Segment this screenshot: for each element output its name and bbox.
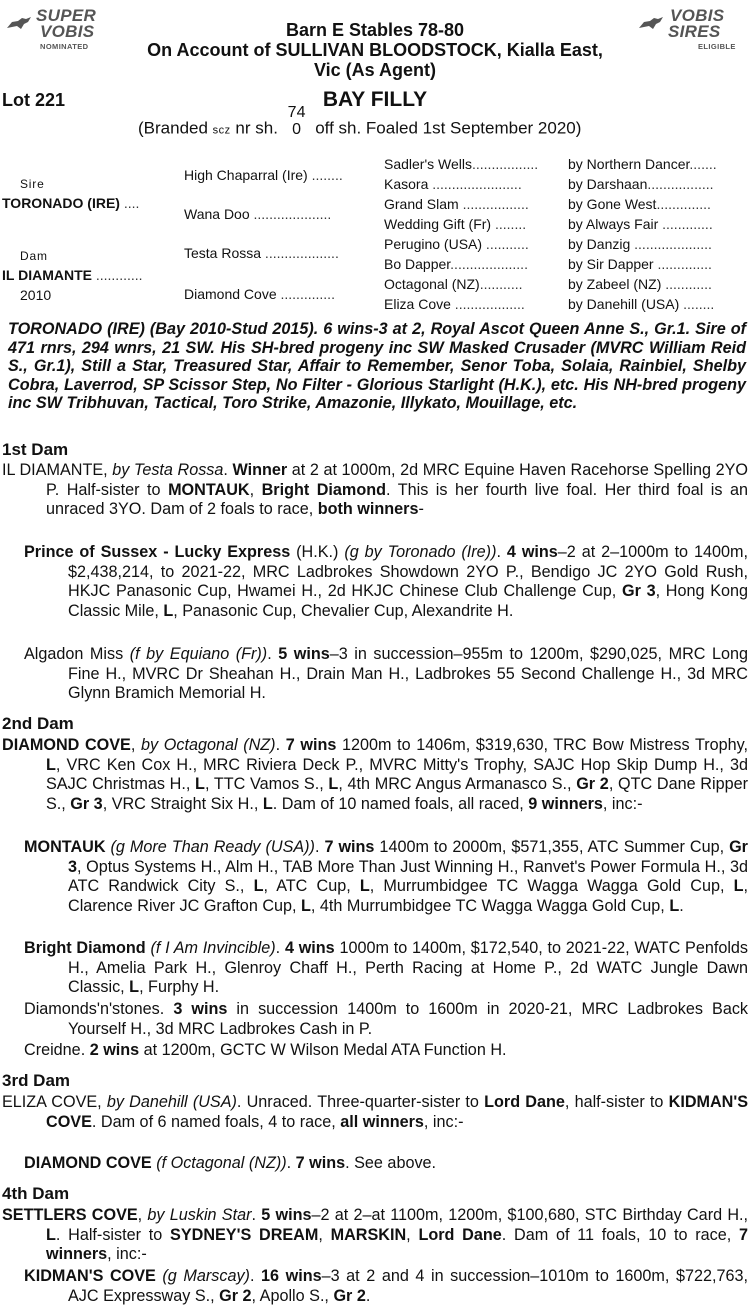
relative-name: SYDNEY'S DREAM <box>170 1225 319 1244</box>
pedigree-g3-text: by Sir Dapper <box>568 256 654 272</box>
race-record: . <box>365 1286 371 1305</box>
race-grade: Gr 2 <box>333 1286 366 1305</box>
pedigree-g2: Kasora ....................... <box>384 176 522 192</box>
horse-name: Bright Diamond <box>24 939 146 957</box>
race-grade: L <box>163 601 174 620</box>
brand-line <box>138 104 582 146</box>
wins: 7 wins <box>324 838 375 856</box>
relative-name: MARSKIN <box>330 1225 407 1244</box>
sire-summary: TORONADO (IRE) (Bay 2010-Stud 2015). 6 wins-3 at 2, Royal Ascot Queen Anne S., Gr.1. Sire of 471 rnrs, 294 wnrs, 21 SW. His SH-bred progeny inc SW Masked Crusader (MVRC William Reid S., Gr.1), Still a Star, Treasured Star, Affair to Remember, Senor Toba, Solaia, Rainbiel, Shelby Cobra, Laverrod, SP Scissor Step, No Filter - Glorious Starlight (H.K.), etc. His NH-bred progeny inc SW Tribhuvan, Tactical, Toro Strike, Amazonie, Illykato, Mouillage, etc. <box>8 320 746 412</box>
super-vobis-logo <box>4 4 122 50</box>
brand-text: off sh. Foaled 1st September 2020) <box>315 118 582 138</box>
sire-label: Sire <box>20 177 45 191</box>
race-record: in succession 1400m to 1600m in 2020-21, MRC Ladbrokes Back Yourself H., 3d MRC Ladbrokes Cash in P. <box>68 1000 749 1038</box>
pedigree-g2-text: Kasora <box>384 176 429 192</box>
race-record: , inc:- <box>107 1245 147 1263</box>
horse-name: Creidne. <box>24 1041 86 1059</box>
pedigree-g2: Bo Dapper.................... <box>384 256 528 272</box>
section-heading: 3rd Dam <box>2 1071 71 1090</box>
pedigree-g1: Diamond Cove <box>184 286 277 302</box>
horse-name: Algadon Miss <box>24 645 124 663</box>
breeding: (g by Toronado (Ire)) <box>344 543 497 561</box>
race-record: , VRC Ken Cox H., MRC Riviera Deck P., MVRC Mitty's Trophy, SAJC Hop Skip Dump H., 3d SAJC Christmas H., <box>46 755 748 793</box>
race-record: (H.K.) <box>290 543 345 561</box>
dam-dam: Diamond Cove .............. <box>184 286 335 302</box>
race-record: –3 in succession–955m to 1200m, $290,025, MRC Long Fine H., MVRC Dr Sheahan H., Drain Man H., Ladbrokes 55 Second Challenge H., 3d MRC Glynn Bramich Memorial H. <box>68 645 748 702</box>
breeding: by Luskin Star <box>147 1206 252 1224</box>
pedigree-g2: Octagonal (NZ)........... <box>384 276 523 292</box>
horse-name: SETTLERS COVE <box>2 1206 138 1224</box>
pedigree-g2-text: Wedding Gift (Fr) <box>384 216 492 232</box>
pedigree-g3-text: by Northern Dancer <box>568 156 690 172</box>
race-record: , Clarence River JC Grafton Cup, <box>68 877 748 915</box>
wins: 2 wins <box>89 1041 140 1059</box>
winners-count: all winners <box>340 1112 424 1131</box>
lot-title: BAY FILLY <box>322 88 428 111</box>
brand-text: (Branded <box>138 118 208 138</box>
vendor-agent: Vic (As Agent) <box>313 60 437 80</box>
race-record: , 4th Murrumbidgee TC Wagga Wagga Gold Cup, <box>310 896 670 915</box>
race-record: , Panasonic Cup, Chevalier Cup, Alexandrite H. <box>173 601 514 620</box>
race-record: . <box>679 896 684 915</box>
relative-name: KIDMAN'S COVE <box>46 1093 749 1131</box>
winners-count: 9 winners <box>528 794 603 813</box>
race-record: , Furphy H. <box>139 978 220 996</box>
granddam: Wana Doo .................... <box>184 206 332 222</box>
dam-entry: SETTLERS COVE, by Luskin Star. 5 wins–2 at 2–at 1100m, 1200m, $100,680, STC Birthday Card H., L. Half-sister to SYDNEY'S DREAM, MARSKIN, Lord Dane. Dam of 11 foals, 10 to race, 7 winners, inc:- <box>2 1206 749 1263</box>
progeny-entry: Algadon Miss (f by Equiano (Fr)). 5 wins–3 in succession–955m to 1200m, $290,025, MRC Long Fine H., MVRC Dr Sheahan H., Drain Man H., Ladbrokes 55 Second Challenge H., 3d MRC Glynn Bramich Memorial H. <box>24 645 748 702</box>
race-record: . Unraced. Three-quarter-sister to <box>236 1093 485 1111</box>
pedigree-g3: by Sir Dapper .............. <box>568 256 712 272</box>
wins: 7 wins <box>295 1154 346 1172</box>
wins: 5 wins <box>278 645 330 663</box>
section-heading: 2nd Dam <box>2 714 74 733</box>
race-record: , 4th MRC Angus Armanasco S., <box>338 775 577 793</box>
race-grade: Gr 3 <box>68 838 748 876</box>
relative-name: Bright Diamond <box>261 480 386 499</box>
race-record: , VRC Straight Six H., <box>102 794 263 813</box>
horse-name: Diamonds'n'stones. <box>24 1000 165 1018</box>
race-grade: L <box>46 755 56 774</box>
wins: Winner <box>232 461 288 479</box>
horse-name: DIAMOND COVE <box>2 736 131 754</box>
race-record: –2 at 2–at 1100m, 1200m, $100,680, STC Birthday Card H., <box>311 1206 749 1224</box>
breeding: by Octagonal (NZ) <box>141 736 276 754</box>
race-record: . Dam of 10 named foals, all raced, <box>272 794 529 813</box>
race-record: 1000m to 1400m, $172,540, to 2021-22, WATC Penfolds H., Amelia Park H., Glenroy Chaff H., Perth Racing at Home P., 2d WATC Jungle Dawn Classic, <box>68 939 749 996</box>
race-grade: Gr 3 <box>70 794 103 813</box>
pedigree-g2-text: Grand Slam <box>384 196 459 212</box>
progeny-entry: Bright Diamond (f I Am Invincible). 4 wins 1000m to 1400m, $172,540, to 2021-22, WATC Penfolds H., Amelia Park H., Glenroy Chaff H., Perth Racing at Home P., 2d WATC Jungle Dawn Classic, L, Furphy H. <box>24 939 749 996</box>
race-grade: Gr 3 <box>621 582 656 600</box>
race-record: . See above. <box>345 1154 437 1172</box>
pedigree-g3: by Danzig .................... <box>568 236 712 252</box>
horse-name: IL DIAMANTE <box>2 461 104 479</box>
race-record: - <box>418 500 424 518</box>
dam-entry: IL DIAMANTE, by Testa Rossa. Winner at 2 at 1000m, 2d MRC Equine Haven Racehorse Spelling 2YO P. Half-sister to MONTAUK, Bright Diamond. This is her fourth live foal. Her third foal is an unraced 3YO. Dam of 2 foals to race, both winners- <box>2 461 748 518</box>
horse-name: DIAMOND COVE <box>24 1154 152 1172</box>
pedigree-g3-text: by Always Fair <box>568 216 659 232</box>
progeny-entry <box>24 1000 748 1039</box>
breeding: (f by Equiano (Fr)) <box>129 645 268 663</box>
horse-name: ELIZA COVE <box>2 1093 98 1111</box>
wins: 7 wins <box>285 736 337 754</box>
pedigree-g3: by Darshaan................. <box>568 176 714 192</box>
wins: 5 wins <box>261 1206 312 1224</box>
wins: 3 wins <box>173 1000 228 1018</box>
race-record: , half-sister to <box>564 1093 669 1111</box>
race-record: –2 at 2–1000m to 1400m, $2,438,214, to 2021-22, MRC Ladbrokes Showdown 2YO P., Bendigo JC 2YO Gold Rush, HKJC Panasonic Cup, Hwamei H., 2d HKJC Chinese Club Challenge Cup, <box>68 543 748 600</box>
brand-number-top: 74 <box>287 104 306 121</box>
race-record: , Optus Systems H., Alm H., TAB More Than Just Winning H., Ranvet's Power Formula H., 3d ATC Randwick City S., <box>68 857 748 895</box>
race-grade: L <box>253 877 264 895</box>
winners-count: both winners <box>317 500 419 518</box>
wins: 4 wins <box>284 939 335 957</box>
brand-number <box>288 104 306 138</box>
progeny-entry: DIAMOND COVE (f Octagonal (NZ)). 7 wins. See above. <box>24 1154 437 1172</box>
pedigree-g3-text: by Gone West <box>568 196 657 212</box>
pedigree-g3: by Gone West.............. <box>568 196 711 212</box>
race-grade: L <box>359 877 370 895</box>
pedigree-g2: Perugino (USA) ........... <box>384 236 529 252</box>
dam-label: Dam <box>20 249 48 263</box>
brand-mark: scz <box>212 124 231 137</box>
vendor-account: On Account of SULLIVAN BLOODSTOCK, Kialla East, <box>147 40 603 60</box>
pedigree-g3-text: by Zabeel (NZ) <box>568 276 662 292</box>
race-record: , QTC Dane Ripper S., <box>46 775 748 813</box>
grandsire: High Chaparral (Ire) ........ <box>184 167 343 183</box>
race-grade: L <box>301 896 311 915</box>
race-record: . This is her fourth live foal. Her third foal is an unraced 3YO. Dam of 2 foals to race, <box>46 480 748 518</box>
race-record: . Dam of 11 foals, 10 to race, <box>501 1225 739 1244</box>
race-record: 1400m to 2000m, $571,355, ATC Summer Cup, <box>374 838 730 856</box>
progeny-entry: MONTAUK (g More Than Ready (USA)). 7 wins 1400m to 2000m, $571,355, ATC Summer Cup, Gr 3, Optus Systems H., Alm H., TAB More Than Just Winning H., Ranvet's Power Formula H., 3d ATC Randwick City S., L, ATC Cup, L, Murrumbidgee TC Wagga Wagga Gold Cup, L, Clarence River JC Grafton Cup, L, 4th Murrumbidgee TC Wagga Wagga Gold Cup, L. <box>24 838 748 915</box>
race-record: at 2 at 1000m, 2d MRC Equine Haven Racehorse Spelling 2YO P. Half-sister to <box>46 461 748 499</box>
breeding: by Testa Rossa <box>112 461 224 479</box>
relative-name: Lord Dane <box>484 1093 565 1111</box>
breeding: (g Marscay) <box>162 1267 250 1285</box>
race-grade: L <box>46 1225 56 1244</box>
horse-name: MONTAUK <box>24 838 106 856</box>
pedigree-g3: by Northern Dancer....... <box>568 156 717 172</box>
race-grade: L <box>195 775 205 793</box>
logo-tag: NOMINATED <box>40 42 89 51</box>
dam-entry: ELIZA COVE, by Danehill (USA). Unraced. Three-quarter-sister to Lord Dane, half-sister to KIDMAN'S COVE. Dam of 6 named foals, 4 to race, all winners, inc:- <box>2 1093 749 1131</box>
race-record: . Half-sister to <box>55 1225 171 1244</box>
logo-word: VOBIS <box>670 6 725 25</box>
horse-name: Prince of Sussex - Lucky Express <box>24 543 291 561</box>
race-grade: L <box>129 978 140 996</box>
race-record: at 1200m, GCTC W Wilson Medal ATA Function H. <box>139 1041 507 1059</box>
race-record: , TTC Vamos S., <box>204 775 329 793</box>
lot-number: Lot 221 <box>2 90 66 110</box>
dam-year: 2010 <box>20 287 52 303</box>
sire-name: TORONADO (IRE) .... <box>2 195 140 211</box>
breeding: (f I Am Invincible) <box>150 939 276 957</box>
vendor-location: Barn E Stables 78-80 <box>285 20 465 40</box>
wins: 16 wins <box>261 1267 322 1285</box>
race-record: , inc:- <box>602 794 643 813</box>
logo-word: SIRES <box>668 22 721 41</box>
horse-icon <box>6 16 32 32</box>
race-grade: Gr 2 <box>576 775 609 793</box>
pedigree-g1: High Chaparral (Ire) <box>184 167 308 183</box>
pedigree-g2-text: Perugino (USA) <box>384 236 483 252</box>
pedigree-g2: Grand Slam ................. <box>384 196 529 212</box>
pedigree-g2-text: Octagonal (NZ) <box>384 276 480 292</box>
relative-name: MONTAUK <box>168 480 250 499</box>
dam-name-text: IL DIAMANTE <box>2 267 92 283</box>
horse-name: KIDMAN'S COVE <box>24 1267 156 1285</box>
race-grade: L <box>733 877 744 895</box>
logo-word: VOBIS <box>40 22 95 41</box>
race-record: . Dam of 6 named foals, 4 to race, <box>91 1112 341 1131</box>
sire-name-text: TORONADO (IRE) <box>2 195 120 211</box>
brand-number-bottom: 0 <box>292 121 302 138</box>
race-record: –3 at 2 and 4 in succession–1010m to 1600m, $722,763, AJC Expressway S., <box>68 1267 748 1305</box>
pedigree-g2: Eliza Cove .................. <box>384 296 525 312</box>
pedigree-g2: Wedding Gift (Fr) ........ <box>384 216 527 232</box>
horse-icon <box>638 16 664 32</box>
race-record: , ATC Cup, <box>263 877 360 895</box>
pedigree-g3-text: by Danehill (USA) <box>568 296 680 312</box>
race-grade: Gr 2 <box>219 1286 252 1305</box>
pedigree-g3: by Zabeel (NZ) ............ <box>568 276 712 292</box>
brand-text: nr sh. <box>235 118 278 138</box>
dam-name: IL DIAMANTE ............ <box>2 267 143 283</box>
race-grade: L <box>328 775 339 793</box>
race-record: , Apollo S., <box>251 1286 334 1305</box>
race-record: , Murrumbidgee TC Wagga Wagga Gold Cup, <box>369 877 734 895</box>
race-grade: L <box>262 794 273 813</box>
pedigree-g2-text: Sadler's Wells <box>384 156 472 172</box>
pedigree-g3: by Always Fair ............. <box>568 216 713 232</box>
race-record: , inc:- <box>423 1112 464 1131</box>
race-grade: L <box>669 896 680 915</box>
pedigree-g2: Sadler's Wells................. <box>384 156 539 172</box>
relative-name: Lord Dane <box>418 1225 502 1244</box>
dam-entry: DIAMOND COVE, by Octagonal (NZ). 7 wins 1200m to 1406m, $319,630, TRC Bow Mistress Trophy, L, VRC Ken Cox H., MRC Riviera Deck P., MVRC Mitty's Trophy, SAJC Hop Skip Dump H., 3d SAJC Christmas H., L, TTC Vamos S., L, 4th MRC Angus Armanasco S., Gr 2, QTC Dane Ripper S., Gr 3, VRC Straight Six H., L. Dam of 10 named foals, all raced, 9 winners, inc:- <box>2 736 749 813</box>
pedigree-g2-text: Bo Dapper <box>384 256 451 272</box>
dam-sire: Testa Rossa ................... <box>184 245 339 261</box>
breeding: (g More Than Ready (USA)) <box>110 838 315 856</box>
wins: 4 wins <box>506 543 558 561</box>
pedigree-g1: Wana Doo <box>184 206 250 222</box>
breeding: by Danehill (USA) <box>106 1093 237 1111</box>
pedigree-g1: Testa Rossa <box>184 245 262 261</box>
pedigree-g3: by Danehill (USA) ........ <box>568 296 715 312</box>
winners-count: 7 winners <box>46 1225 749 1263</box>
logo-word: SUPER <box>36 6 97 25</box>
section-heading: 4th Dam <box>2 1184 70 1203</box>
vobis-sires-logo <box>630 4 748 50</box>
breeding: (f Octagonal (NZ)) <box>156 1154 287 1172</box>
section-heading: 1st Dam <box>2 440 69 459</box>
race-record: 1200m to 1406m, $319,630, TRC Bow Mistress Trophy, <box>336 736 749 754</box>
logo-tag: ELIGIBLE <box>698 42 736 51</box>
progeny-entry: Prince of Sussex - Lucky Express (H.K.) (g by Toronado (Ire)). 4 wins–2 at 2–1000m to 1400m, $2,438,214, to 2021-22, MRC Ladbrokes Showdown 2YO P., Bendigo JC 2YO Gold Rush, HKJC Panasonic Cup, Hwamei H., 2d HKJC Chinese Club Challenge Cup, Gr 3, Hong Kong Classic Mile, L, Panasonic Cup, Chevalier Cup, Alexandrite H. <box>24 543 748 620</box>
pedigree-g2-text: Eliza Cove <box>384 296 451 312</box>
pedigree-g3-text: by Danzig <box>568 236 631 252</box>
progeny-entry <box>24 1041 748 1061</box>
progeny-entry: KIDMAN'S COVE (g Marscay). 16 wins–3 at 2 and 4 in succession–1010m to 1600m, $722,763, AJC Expressway S., Gr 2, Apollo S., Gr 2. <box>24 1267 748 1305</box>
pedigree-g3-text: by Darshaan <box>568 176 648 192</box>
race-record: , Hong Kong Classic Mile, <box>68 582 748 620</box>
